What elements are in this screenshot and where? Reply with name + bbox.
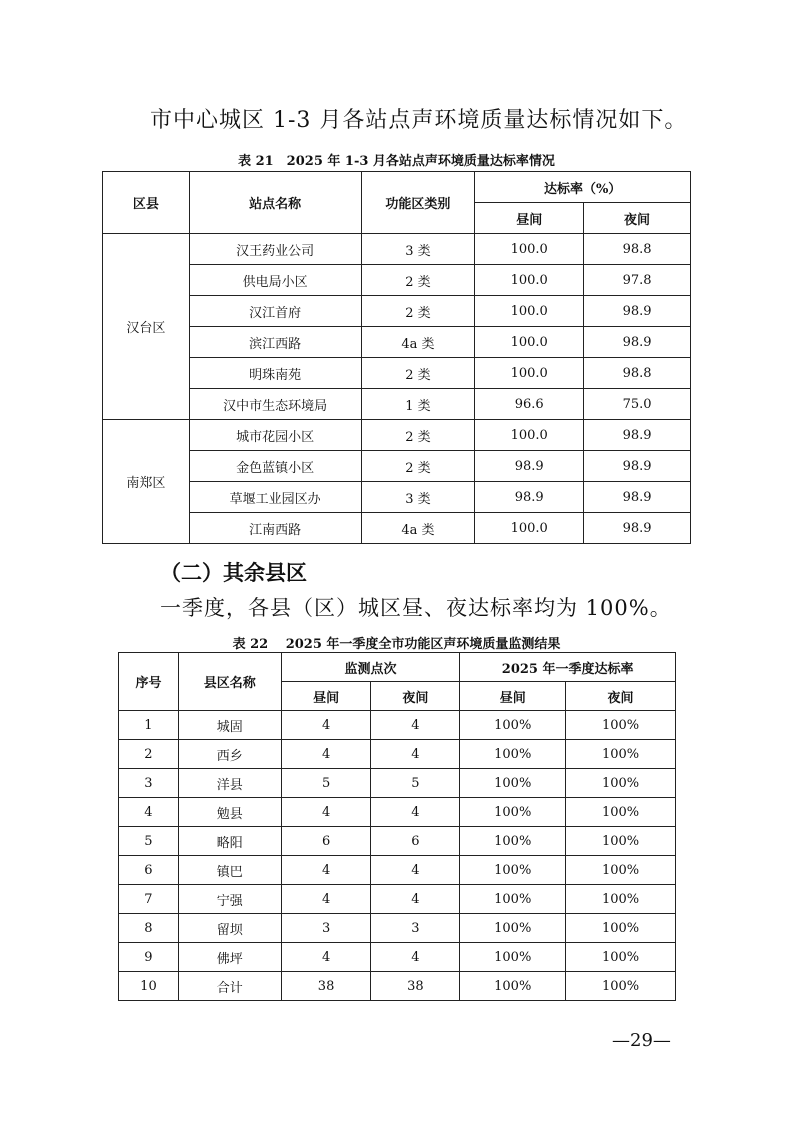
county-cell: 略阳 <box>178 827 281 856</box>
day-rate-cell: 100.0 <box>475 296 584 327</box>
table-row <box>119 856 676 885</box>
zone-cell: 3 类 <box>361 482 475 513</box>
rate-day-cell: 100% <box>460 711 566 740</box>
col-header-points: 监测点次 <box>281 653 460 682</box>
table-row <box>103 513 691 544</box>
points-night-cell: 4 <box>371 856 460 885</box>
station-cell: 金色蓝镇小区 <box>189 451 361 482</box>
county-cell: 宁强 <box>178 885 281 914</box>
intro-paragraph: 市中心城区 1-3 月各站点声环境质量达标情况如下。 <box>150 108 688 133</box>
station-cell: 江南西路 <box>189 513 361 544</box>
points-day-cell: 3 <box>281 914 371 943</box>
table22 <box>118 652 676 1001</box>
zone-cell: 1 类 <box>361 389 475 420</box>
col-header-rate: 2025 年一季度达标率 <box>460 653 676 682</box>
station-cell: 明珠南苑 <box>189 358 361 389</box>
table-row <box>119 769 676 798</box>
zone-cell: 4a 类 <box>361 513 475 544</box>
rate-day-cell: 100% <box>460 943 566 972</box>
points-day-cell: 38 <box>281 972 371 1001</box>
rate-night-cell: 100% <box>566 856 676 885</box>
table-row <box>119 827 676 856</box>
rate-night-cell: 100% <box>566 769 676 798</box>
day-rate-cell: 100.0 <box>475 327 584 358</box>
zone-cell: 2 类 <box>361 296 475 327</box>
section-heading: （二）其余县区 <box>160 560 307 585</box>
no-cell: 2 <box>119 740 179 769</box>
points-day-cell: 4 <box>281 711 371 740</box>
rate-day-cell: 100% <box>460 798 566 827</box>
rate-night-cell: 100% <box>566 972 676 1001</box>
points-night-cell: 4 <box>371 798 460 827</box>
station-cell: 汉王药业公司 <box>189 234 361 265</box>
zone-cell: 3 类 <box>361 234 475 265</box>
zone-cell: 2 类 <box>361 420 475 451</box>
table-row <box>119 943 676 972</box>
day-rate-cell: 100.0 <box>475 265 584 296</box>
points-day-cell: 4 <box>281 943 371 972</box>
rate-day-cell: 100% <box>460 914 566 943</box>
col-header-county: 县区名称 <box>178 653 281 711</box>
station-cell: 汉中市生态环境局 <box>189 389 361 420</box>
no-cell: 7 <box>119 885 179 914</box>
no-cell: 3 <box>119 769 179 798</box>
table-row <box>103 234 691 265</box>
rate-day-cell: 100% <box>460 885 566 914</box>
col-header-rate-day: 昼间 <box>460 682 566 711</box>
col-header-day: 昼间 <box>475 203 584 234</box>
rate-day-cell: 100% <box>460 740 566 769</box>
no-cell: 8 <box>119 914 179 943</box>
zone-cell: 2 类 <box>361 451 475 482</box>
table-row <box>119 914 676 943</box>
day-rate-cell: 100.0 <box>475 358 584 389</box>
points-day-cell: 4 <box>281 885 371 914</box>
day-rate-cell: 98.9 <box>475 482 584 513</box>
night-rate-cell: 98.8 <box>584 234 691 265</box>
night-rate-cell: 98.9 <box>584 482 691 513</box>
col-header-zone: 功能区类别 <box>361 172 475 234</box>
county-cell: 西乡 <box>178 740 281 769</box>
table21 <box>102 171 691 544</box>
summary-paragraph: 一季度，各县（区）城区昼、夜达标率均为 100%。 <box>160 596 672 620</box>
day-rate-cell: 96.6 <box>475 389 584 420</box>
day-rate-cell: 100.0 <box>475 420 584 451</box>
table-row <box>119 740 676 769</box>
district-cell: 南郑区 <box>103 420 190 544</box>
col-header-station: 站点名称 <box>189 172 361 234</box>
county-cell: 洋县 <box>178 769 281 798</box>
no-cell: 6 <box>119 856 179 885</box>
no-cell: 5 <box>119 827 179 856</box>
no-cell: 1 <box>119 711 179 740</box>
points-night-cell: 4 <box>371 740 460 769</box>
rate-day-cell: 100% <box>460 856 566 885</box>
no-cell: 9 <box>119 943 179 972</box>
points-night-cell: 4 <box>371 943 460 972</box>
county-cell: 勉县 <box>178 798 281 827</box>
county-cell: 留坝 <box>178 914 281 943</box>
station-cell: 草堰工业园区办 <box>189 482 361 513</box>
rate-night-cell: 100% <box>566 885 676 914</box>
station-cell: 汉江首府 <box>189 296 361 327</box>
rate-night-cell: 100% <box>566 740 676 769</box>
rate-day-cell: 100% <box>460 827 566 856</box>
table-row <box>119 798 676 827</box>
col-header-points-night: 夜间 <box>371 682 460 711</box>
station-cell: 城市花园小区 <box>189 420 361 451</box>
rate-night-cell: 100% <box>566 711 676 740</box>
table-row <box>103 265 691 296</box>
points-night-cell: 5 <box>371 769 460 798</box>
day-rate-cell: 100.0 <box>475 513 584 544</box>
points-day-cell: 4 <box>281 798 371 827</box>
table-row <box>103 296 691 327</box>
table22-caption: 表 22 2025 年一季度全市功能区声环境质量监测结果 <box>232 637 561 652</box>
table-row <box>119 885 676 914</box>
points-night-cell: 4 <box>371 885 460 914</box>
col-header-rate: 达标率（%） <box>475 172 691 203</box>
col-header-no: 序号 <box>119 653 179 711</box>
points-day-cell: 4 <box>281 740 371 769</box>
rate-day-cell: 100% <box>460 769 566 798</box>
zone-cell: 4a 类 <box>361 327 475 358</box>
night-rate-cell: 98.9 <box>584 296 691 327</box>
day-rate-cell: 100.0 <box>475 234 584 265</box>
zone-cell: 2 类 <box>361 358 475 389</box>
points-night-cell: 3 <box>371 914 460 943</box>
rate-night-cell: 100% <box>566 827 676 856</box>
points-day-cell: 5 <box>281 769 371 798</box>
table21-caption: 表 21 2025 年 1-3 月各站点声环境质量达标率情况 <box>238 154 555 169</box>
night-rate-cell: 98.8 <box>584 358 691 389</box>
table-row <box>103 389 691 420</box>
county-cell: 合计 <box>178 972 281 1001</box>
night-rate-cell: 98.9 <box>584 420 691 451</box>
points-night-cell: 6 <box>371 827 460 856</box>
rate-night-cell: 100% <box>566 798 676 827</box>
day-rate-cell: 98.9 <box>475 451 584 482</box>
page-number: —29— <box>612 1030 671 1051</box>
no-cell: 10 <box>119 972 179 1001</box>
rate-night-cell: 100% <box>566 943 676 972</box>
night-rate-cell: 97.8 <box>584 265 691 296</box>
rate-day-cell: 100% <box>460 972 566 1001</box>
col-header-points-day: 昼间 <box>281 682 371 711</box>
points-day-cell: 4 <box>281 856 371 885</box>
table-row <box>103 358 691 389</box>
station-cell: 供电局小区 <box>189 265 361 296</box>
table-row <box>103 327 691 358</box>
table-row <box>103 451 691 482</box>
county-cell: 镇巴 <box>178 856 281 885</box>
table-row <box>119 711 676 740</box>
table-row <box>103 482 691 513</box>
night-rate-cell: 98.9 <box>584 451 691 482</box>
col-header-rate-night: 夜间 <box>566 682 676 711</box>
table-row <box>119 972 676 1001</box>
night-rate-cell: 98.9 <box>584 327 691 358</box>
col-header-night: 夜间 <box>584 203 691 234</box>
rate-night-cell: 100% <box>566 914 676 943</box>
no-cell: 4 <box>119 798 179 827</box>
points-night-cell: 38 <box>371 972 460 1001</box>
district-cell: 汉台区 <box>103 234 190 420</box>
station-cell: 滨江西路 <box>189 327 361 358</box>
table-row <box>103 420 691 451</box>
night-rate-cell: 75.0 <box>584 389 691 420</box>
zone-cell: 2 类 <box>361 265 475 296</box>
county-cell: 佛坪 <box>178 943 281 972</box>
county-cell: 城固 <box>178 711 281 740</box>
night-rate-cell: 98.9 <box>584 513 691 544</box>
col-header-district: 区县 <box>103 172 190 234</box>
points-night-cell: 4 <box>371 711 460 740</box>
points-day-cell: 6 <box>281 827 371 856</box>
